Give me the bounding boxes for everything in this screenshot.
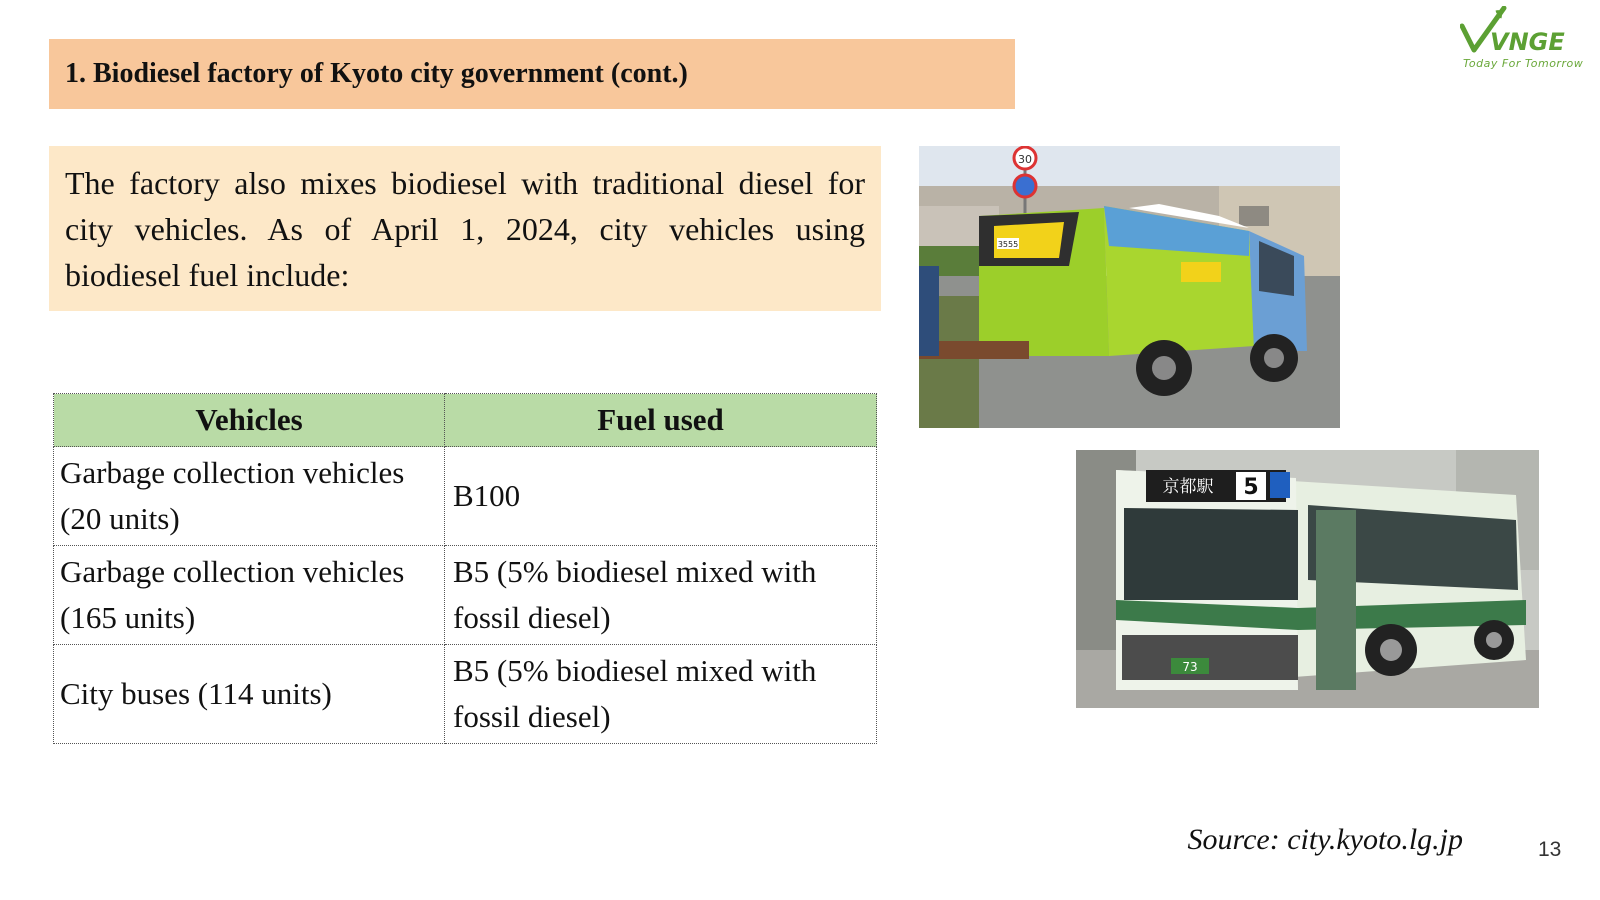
- table-row: [54, 546, 877, 645]
- vehicles-fuel-table: [53, 393, 877, 744]
- garbage-truck-photo: [919, 146, 1340, 428]
- logo-tagline: Today For Tomorrow: [1463, 57, 1584, 70]
- slide-title-bar: [49, 39, 1015, 109]
- slide-title: 1. Biodiesel factory of Kyoto city government (cont.): [65, 58, 688, 89]
- city-bus-image: [1076, 450, 1539, 708]
- city-bus-photo: [1076, 450, 1539, 708]
- table-row: [54, 645, 877, 744]
- table-header-row: [54, 394, 877, 447]
- source-citation: Source: city.kyoto.lg.jp: [1187, 823, 1463, 856]
- bus-destination-text: 京都駅: [1162, 477, 1214, 497]
- header-fuel-used: Fuel used: [445, 394, 877, 447]
- vnge-logo-icon: [1460, 6, 1600, 58]
- header-vehicles: Vehicles: [54, 394, 445, 447]
- table-row: [54, 447, 877, 546]
- garbage-truck-image: [919, 146, 1340, 428]
- bus-route-number: 5: [1243, 475, 1259, 500]
- logo-wordmark: VNGE: [1490, 28, 1565, 56]
- vehicle-cell: Garbage collection vehicles (20 units): [54, 447, 445, 546]
- fuel-cell: B5 (5% biodiesel mixed with fossil diesel): [445, 645, 877, 744]
- bus-plate-text: 73: [1182, 660, 1198, 674]
- page-number: 13: [1538, 838, 1562, 861]
- vehicle-cell: City buses (114 units): [54, 645, 445, 744]
- fuel-cell: B100: [445, 447, 877, 546]
- intro-text: The factory also mixes biodiesel with traditional diesel for city vehicles. As of April 1, 2024, city vehicles using biodiesel fuel include:: [65, 165, 865, 293]
- truck-plate-text: 3555: [997, 240, 1019, 249]
- speed-sign-text: 30: [1018, 153, 1032, 166]
- vehicle-cell: Garbage collection vehicles (165 units): [54, 546, 445, 645]
- fuel-cell: B5 (5% biodiesel mixed with fossil diesel): [445, 546, 877, 645]
- intro-paragraph: [49, 146, 881, 311]
